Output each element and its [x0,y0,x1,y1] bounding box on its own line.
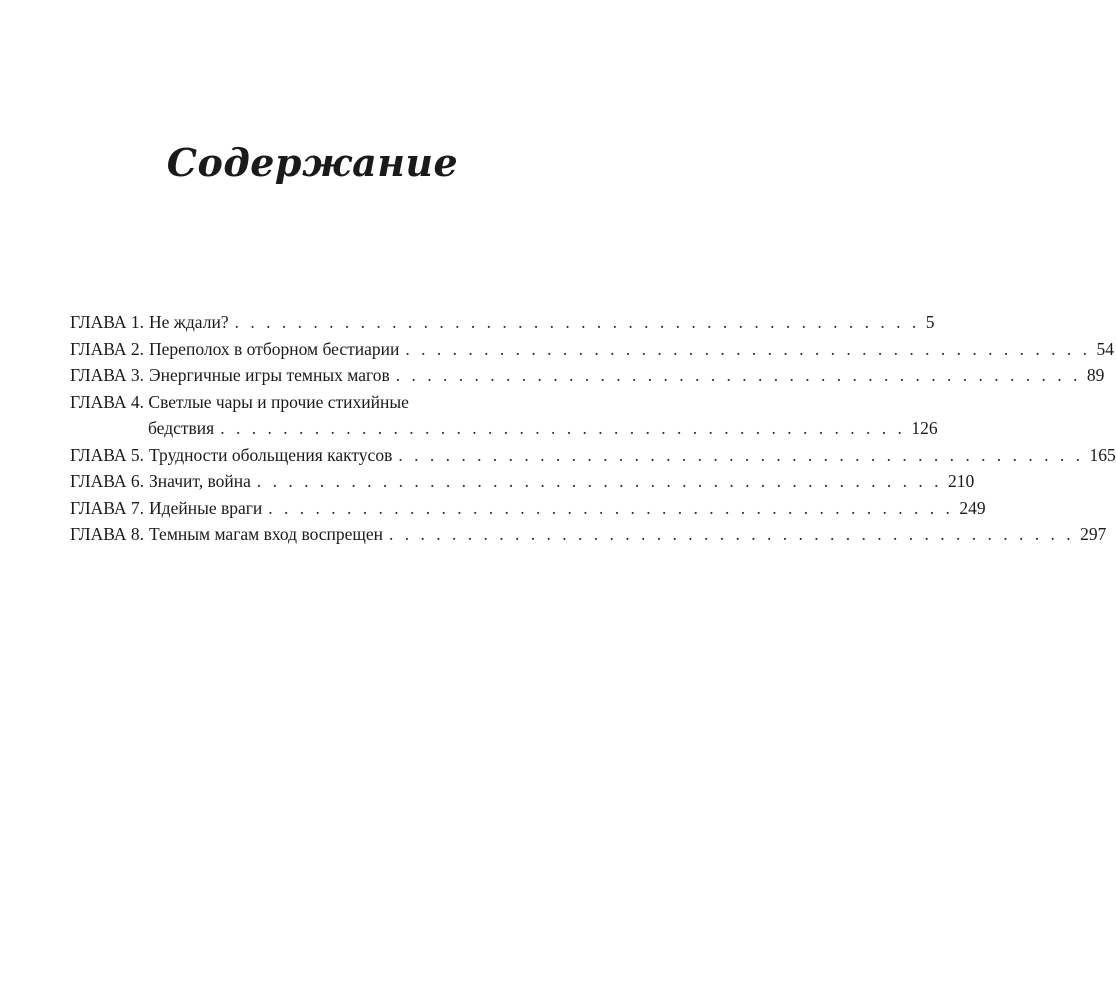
toc-entry-6[interactable] [70,468,975,495]
chapter-title: Переполох в отборном бестиарии [149,338,400,359]
chapter-number: ГЛАВА 1. [70,312,145,332]
page-title: Содержание [166,140,459,185]
page-number: 54 [1096,338,1114,359]
dot-leader: . . . . . . . . . . . . . . . . . . . . . . . . . . . . . . . . . . . . . . . . . . . . [256,471,942,491]
chapter-title: Идейные враги [149,497,263,518]
chapter-number: ГЛАВА 3. [70,365,145,385]
chapter-number: ГЛАВА 6. [70,471,145,491]
page-number: 297 [1080,524,1107,544]
page-number: 126 [911,418,938,438]
toc-entry-7[interactable] [70,495,986,522]
chapter-title: Значит, война [149,471,251,491]
chapter-title: Темным магам вход воспрещен [149,524,384,544]
chapter-title: Светлые чары и прочие стихийные [148,391,409,412]
chapter-number: ГЛАВА 7. [70,497,145,518]
page-number: 5 [925,312,935,332]
dot-leader: . . . . . . . . . . . . . . . . . . . . . . . . . . . . . . . . . . . . . . . . . . . . [395,365,1081,385]
toc-entry-5[interactable] [70,442,1116,469]
toc-entry-4[interactable] [70,389,938,442]
dot-leader: . . . . . . . . . . . . . . . . . . . . . . . . . . . . . . . . . . . . . . . . . . . . [268,497,954,518]
chapter-number: ГЛАВА 2. [70,338,145,359]
chapter-title-continued: бедствия [148,418,215,438]
dot-leader: . . . . . . . . . . . . . . . . . . . . . . . . . . . . . . . . . . . . . . . . . . . . [234,312,920,332]
chapter-title: Энергичные игры темных магов [149,365,390,385]
toc-entry-1[interactable] [70,309,935,336]
dot-leader: . . . . . . . . . . . . . . . . . . . . . . . . . . . . . . . . . . . . . . . . . . . . [220,418,906,438]
chapter-number: ГЛАВА 4. [70,391,145,412]
chapter-title: Трудности обольщения кактусов [149,444,393,465]
table-of-contents [70,309,1116,548]
page-number: 249 [959,497,986,518]
page-number: 165 [1089,444,1116,465]
toc-entry-2[interactable] [70,336,1114,363]
dot-leader: . . . . . . . . . . . . . . . . . . . . . . . . . . . . . . . . . . . . . . . . . . . . [389,524,1075,544]
dot-leader: . . . . . . . . . . . . . . . . . . . . . . . . . . . . . . . . . . . . . . . . . . . . [398,444,1084,465]
chapter-number: ГЛАВА 8. [70,524,145,544]
toc-entry-3[interactable] [70,362,1105,389]
chapter-title: Не ждали? [149,312,229,332]
page-number: 210 [948,471,975,491]
page-number: 89 [1086,365,1105,385]
dot-leader: . . . . . . . . . . . . . . . . . . . . . . . . . . . . . . . . . . . . . . . . . . . . [405,338,1091,359]
chapter-number: ГЛАВА 5. [70,444,145,465]
toc-entry-8[interactable] [70,521,1107,548]
